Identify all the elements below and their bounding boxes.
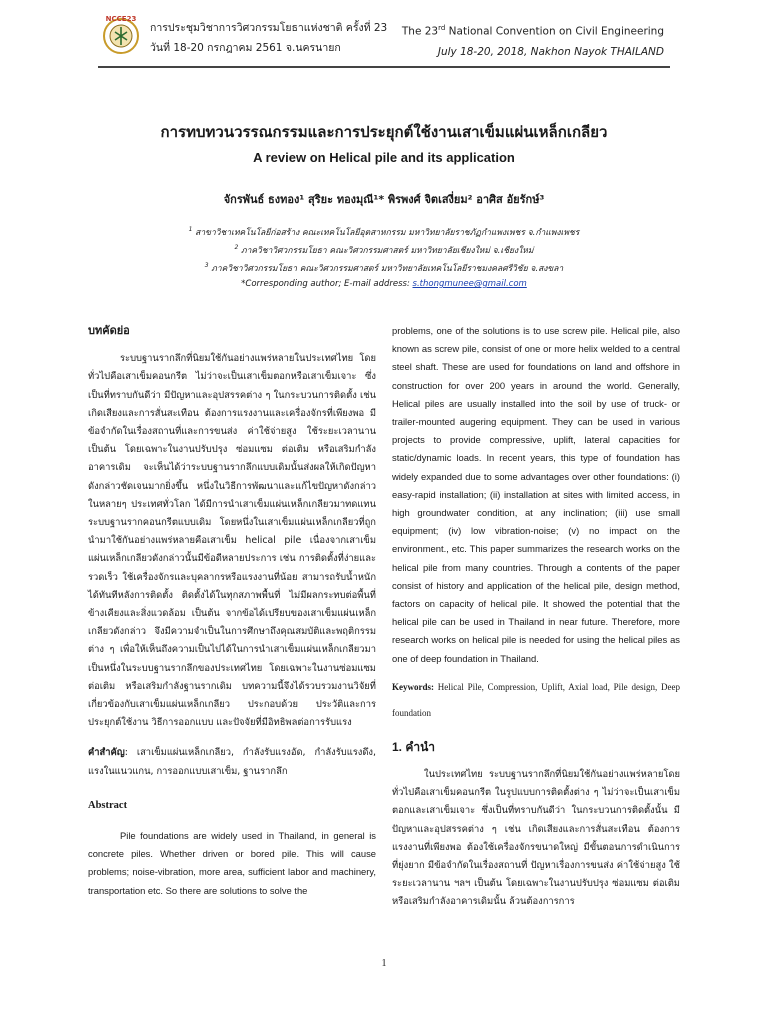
conference-en-line2: July 18-20, 2018, Nakhon Nayok THAILAND [437, 45, 664, 58]
page-number: 1 [381, 958, 387, 969]
header-divider [98, 66, 670, 68]
conference-en-sup: rd [438, 24, 446, 32]
right-column [392, 322, 680, 912]
affiliation-1: $^1$ สาขาวิชาเทคโนโลยีก่อสร้าง คณะเทคโนโลยีอุตสาหกรรม มหาวิทยาลัยราชภัฏกำแพงเพชร จ.กำแพงเพชร [188, 226, 580, 238]
title-thai: การทบทวนวรรณกรรมและการประยุกต์ใช้งานเสาเข็มแผ่นเหล็กเกลียว [160, 123, 608, 141]
conference-th-line2: วันที่ 18-20 กรกฎาคม 2561 จ.นครนายก [150, 42, 341, 54]
keywords-en-text: Helical Pile, Compression, Uplift, Axial load, Pile design, Deep foundation [392, 681, 680, 718]
left-column [88, 322, 376, 900]
affiliation-2: $^2$ ภาควิชาวิศวกรรมโยธา คณะวิศวกรรมศาสตร์ มหาวิทยาลัยเชียงใหม่ จ.เชียงใหม่ [234, 244, 534, 256]
conference-logo [98, 12, 144, 58]
abstract-thai-heading: บทคัดย่อ [88, 324, 130, 337]
intro-heading: 1. คำนำ [392, 739, 436, 754]
authors: จักรพันธ์ ธงทอง¹ สุริยะ ทองมุณี¹* พิรพงศ์ จิตเสงี่ยม² อาศิส อัยรักษ์³ [223, 193, 545, 206]
email-link[interactable]: s.thongmunee@gmail.com [412, 279, 527, 289]
logo-text: NCCE23 [105, 15, 137, 23]
keywords-thai-text: : เสาเข็มแผ่นเหล็กเกลียว, กำลังรับแรงอัด, กำลังรับแรงดึง, แรงในแนวแกน, การออกแบบเสาเข็ม, ฐานรากลึก [88, 747, 376, 777]
conference-th [150, 18, 387, 58]
abstract-en-continued: problems, one of the solutions is to use screw pile. Helical pile, also known as screw pile, consist of one or more helix welded to a central steel shaft. These are used for foundations on land and offshore in construction for over 200 years in around the world. Generally, Helical piles are usually installed into the soil by use of truck- or trailer-mounted augering equipment. They can be used in various projects to provide compressive, uplift, lateral capacities for static/dynamic loads. In recent years, this type of foundation has widely expanded due to some advantages over other foundations: (i) easy-rapid installation; (ii) installation at sites with limited access, in high groundwater condition, at any inclination; (iii) use small equipment; (iv) low vibration-noise; (v) no impact on the environment., etc. This paper summarizes the research works on the helical pile from many countries. Through a contents of the paper consist of history and application of the helical pile, design method, factors on capacity of helical pile. It showed the potential that the helical pile can be used in Thailand in near future. Therefore, more research works on helical pile is needed for using the helical piles as one of deep foundation in Thailand. [392, 325, 680, 664]
keywords-thai-label: คำสำคัญ [88, 747, 125, 759]
conference-en-pre: The 23 [401, 25, 439, 38]
conference-en [402, 18, 664, 62]
corresponding-author: *Corresponding author; E-mail address: s.thongmunee@gmail.com [241, 279, 527, 289]
keywords-en-label: Keywords: [392, 681, 434, 692]
conference-en-post: National Convention on Civil Engineering [445, 25, 664, 38]
affiliation-3: $^3$ ภาควิชาวิศวกรรมโยธา คณะวิศวกรรมศาสตร์ มหาวิทยาลัยเทคโนโลยีราชมงคลศรีวิชัย จ.สงขลา [204, 262, 564, 274]
keywords-thai [88, 744, 376, 780]
keywords-english [392, 674, 680, 726]
title-english: A review on Helical pile and its application [253, 150, 515, 165]
intro-body: ในประเทศไทย ระบบฐานรากลึกที่นิยมใช้กันอย่างแพร่หลายโดยทั่วไปคือเสาเข็มคอนกรีต ในรูปแบบการติดตั้งต่าง ๆ ไม่ว่าจะเป็นเสาเข็มตอกและเสาเข็มเจาะ ซึ่งเป็นที่ทราบกันดีว่า ในกระบวนการติดตั้งนั้น มีปัญหาและอุปสรรคต่าง ๆ เช่น เกิดเสียงและการสั่นสะเทือน ต้องการแรงงานที่เพียงพอ ต้องใช้เครื่องจักรขนาดใหญ่ มีขั้นตอนการดำเนินการที่ยุ่งยาก มีข้อจำกัดในเรื่องสถานที่ ปัญหาเรื่องการขนส่ง ค่าใช้จ่ายสูง ใช้ระยะเวลานาน ฯลฯ เป็นต้น โดยเฉพาะในงานปรับปรุง ซ่อมแซม ต่อเติม หรือเสริมกำลังอาคารเดิมนั้น ล้วนต้องการการ [392, 769, 680, 908]
abstract-thai-body: ระบบฐานรากลึกที่นิยมใช้กันอย่างแพร่หลายในประเทศไทย โดยทั่วไปคือเสาเข็มคอนกรีต ไม่ว่าจะเป็นเสาเข็มตอกหรือเสาเข็มเจาะ ซึ่งเป็นที่ทราบกันดีว่า มีปัญหาและอุปสรรคต่าง ๆ ในกระบวนการติดตั้ง เช่น เกิดเสียงและการสั่นสะเทือน ต้องการแรงงานและเครื่องจักรที่เพียงพอ มีข้อจำกัดในเรื่องสถานที่และการขนส่ง ค่าใช้จ่ายสูง ใช้ระยะเวลานาน เป็นต้น โดยเฉพาะในงานปรับปรุง ซ่อมแซม ต่อเติม หรือเสริมกำลังอาคารเดิม จะเห็นได้ว่าระบบฐานรากลึกแบบเดิมนั้นส่งผลให้เกิดปัญหาดังกล่าวชัดเจนมากยิ่งขึ้น หนึ่งในวิธีการพัฒนาและแก้ไขปัญหาดังกล่าว ในหลายๆ ประเทศทั่วโลก ได้มีการนำเสาเข็มแผ่นเหล็กเกลียวมาทดแทนระบบฐานรากคอนกรีตแบบเดิม โดยหนึ่งในเสาเข็มแผ่นเหล็กเกลียวที่ถูกนำมาใช้กันอย่างแพร่หลายคือเสาเข็ม helical pile เนื่องจากเสาเข็มแผ่นเหล็กเกลียวดังกล่าวนั้นมีข้อดีหลายประการ เช่น การติดตั้งที่ง่ายและรวดเร็ว ใช้เครื่องจักรและบุคลากรหรือแรงงานที่น้อย สามารถรับน้ำหนักได้ทันทีหลังการติดตั้ง ติดตั้งได้ในทุกสภาพพื้นที่ ไม่มีผลกระทบต่อพื้นที่ข้างเคียงและสิ่งแวดล้อม เป็นต้น จากข้อได้เปรียบของเสาเข็มแผ่นเหล็กเกลียวดังกล่าว จึงมีความจำเป็นในการศึกษาถึงคุณสมบัติและพฤติกรรมต่าง ๆ เพื่อให้เห็นถึงความเป็นไปได้ในการนำเสาเข็มแผ่นเหล็กเกลียวมาเป็นหนึ่งในระบบฐานรากลึกของประเทศไทย โดยเฉพาะในงานซ่อมแซม ต่อเติม หรือเสริมกำลังฐานรากเดิม บทความนี้จึงได้รวบรวมงานวิจัยที่เกี่ยวข้องกับเสาเข็มแผ่นเหล็กเกลียว ประกอบด้วย ประวัติและการประยุกต์ใช้งาน วิธีการออกแบบ และปัจจัยที่มีอิทธิพลต่อการรับแรง [88, 353, 376, 729]
abstract-en-heading: Abstract [88, 799, 128, 811]
conference-th-line1: การประชุมวิชาการวิศวกรรมโยธาแห่งชาติ ครั้งที่ 23 [150, 22, 388, 34]
abstract-en-body: Pile foundations are widely used in Thailand, in general is concrete piles. Whether driven or bored pile. This will cause problems; noise-vibration, more area, sufficient labor and machinery, transportation etc. So there are solutions to solve the [88, 830, 376, 896]
